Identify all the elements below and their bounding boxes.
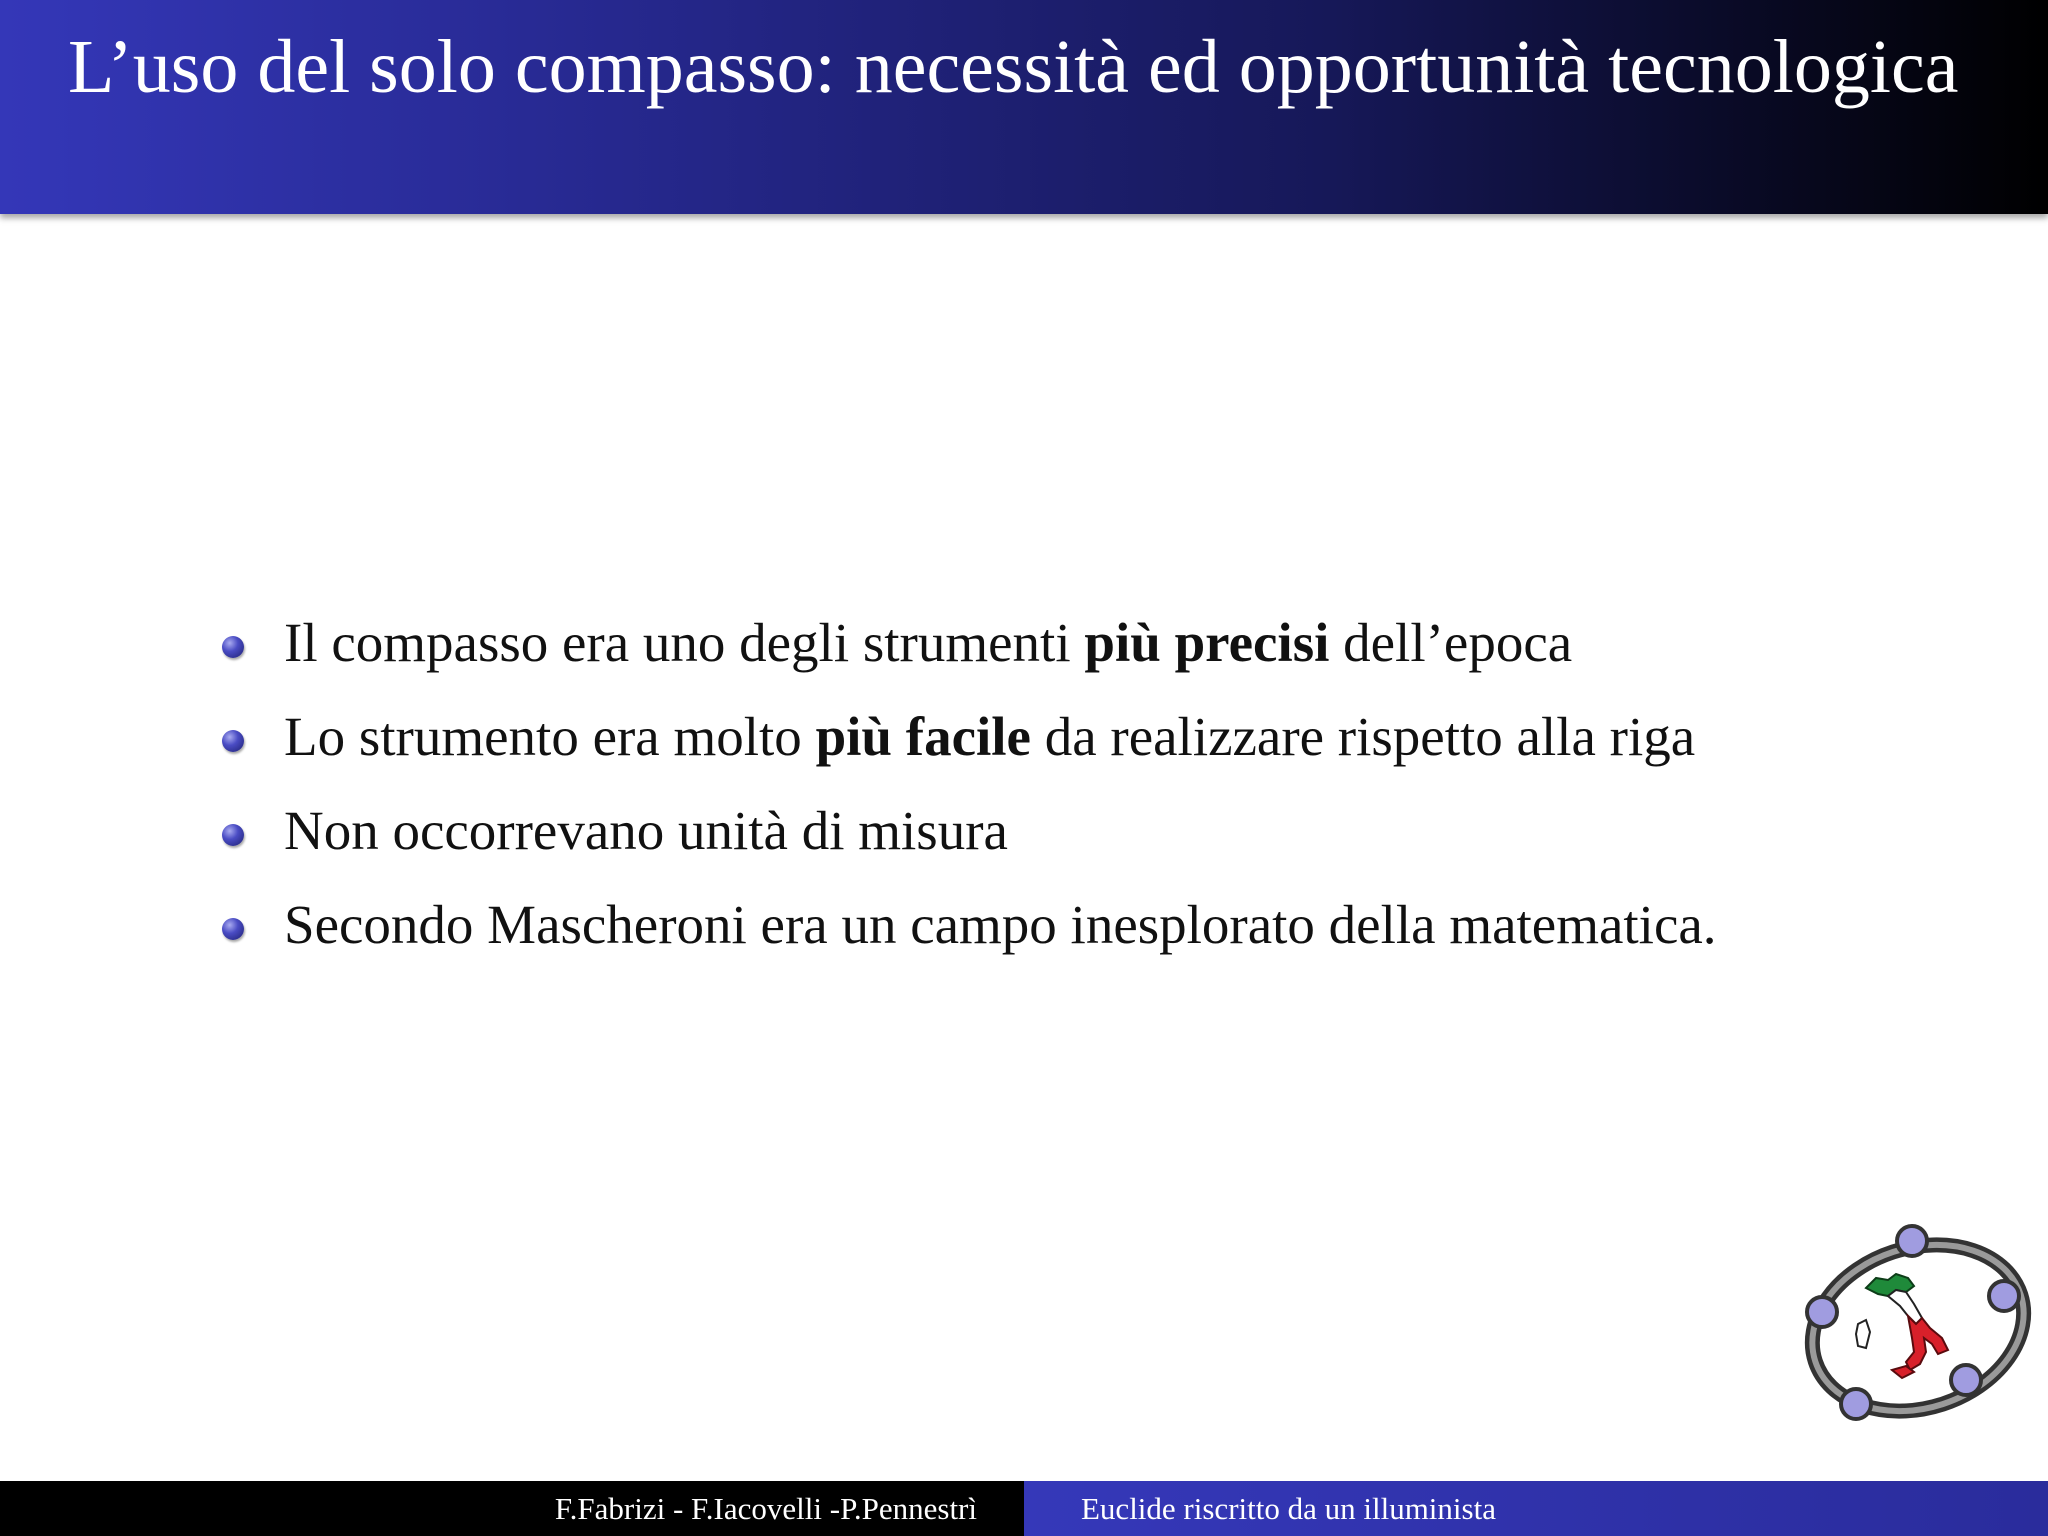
bullet-emphasis: più precisi bbox=[1084, 612, 1330, 673]
italy-map-ring-logo-icon bbox=[1796, 1220, 2036, 1430]
bullet-ball-icon bbox=[222, 730, 244, 752]
bullet-ball-icon bbox=[222, 824, 244, 846]
bullet-text-end: dell’epoca bbox=[1329, 612, 1573, 673]
slide-title: L’uso del solo compasso: necessità ed opportunità tecnologica bbox=[68, 25, 1959, 109]
logo-sardinia bbox=[1856, 1320, 1870, 1348]
bullet-text: Lo strumento era molto bbox=[284, 706, 816, 767]
footer-talk-title: Euclide riscritto da un illuminista bbox=[1024, 1481, 2048, 1536]
bullet-item bbox=[222, 690, 1717, 784]
bullet-emphasis: più facile bbox=[815, 706, 1031, 767]
bullet-text: Secondo Mascheroni era un campo inesplorato della matematica. bbox=[284, 894, 1717, 955]
logo-node bbox=[1807, 1297, 1837, 1327]
bullet-item bbox=[222, 596, 1717, 690]
bullet-ball-icon bbox=[222, 636, 244, 658]
logo-node bbox=[1951, 1365, 1981, 1395]
bullet-list bbox=[222, 596, 1717, 972]
logo-node bbox=[1841, 1389, 1871, 1419]
bullet-text: Il compasso era uno degli strumenti bbox=[284, 612, 1085, 673]
footer-authors: F.Fabrizi - F.Iacovelli -P.Pennestrì bbox=[0, 1481, 1024, 1536]
logo-node bbox=[1989, 1281, 2019, 1311]
bullet-ball-icon bbox=[222, 918, 244, 940]
footer bbox=[0, 1481, 2048, 1536]
bullet-text: Non occorrevano unità di misura bbox=[284, 800, 1008, 861]
bullet-text-end: da realizzare rispetto alla riga bbox=[1030, 706, 1696, 767]
bullet-item bbox=[222, 878, 1717, 972]
logo-node bbox=[1897, 1226, 1927, 1256]
bullet-item bbox=[222, 784, 1717, 878]
title-bar bbox=[0, 0, 2048, 214]
